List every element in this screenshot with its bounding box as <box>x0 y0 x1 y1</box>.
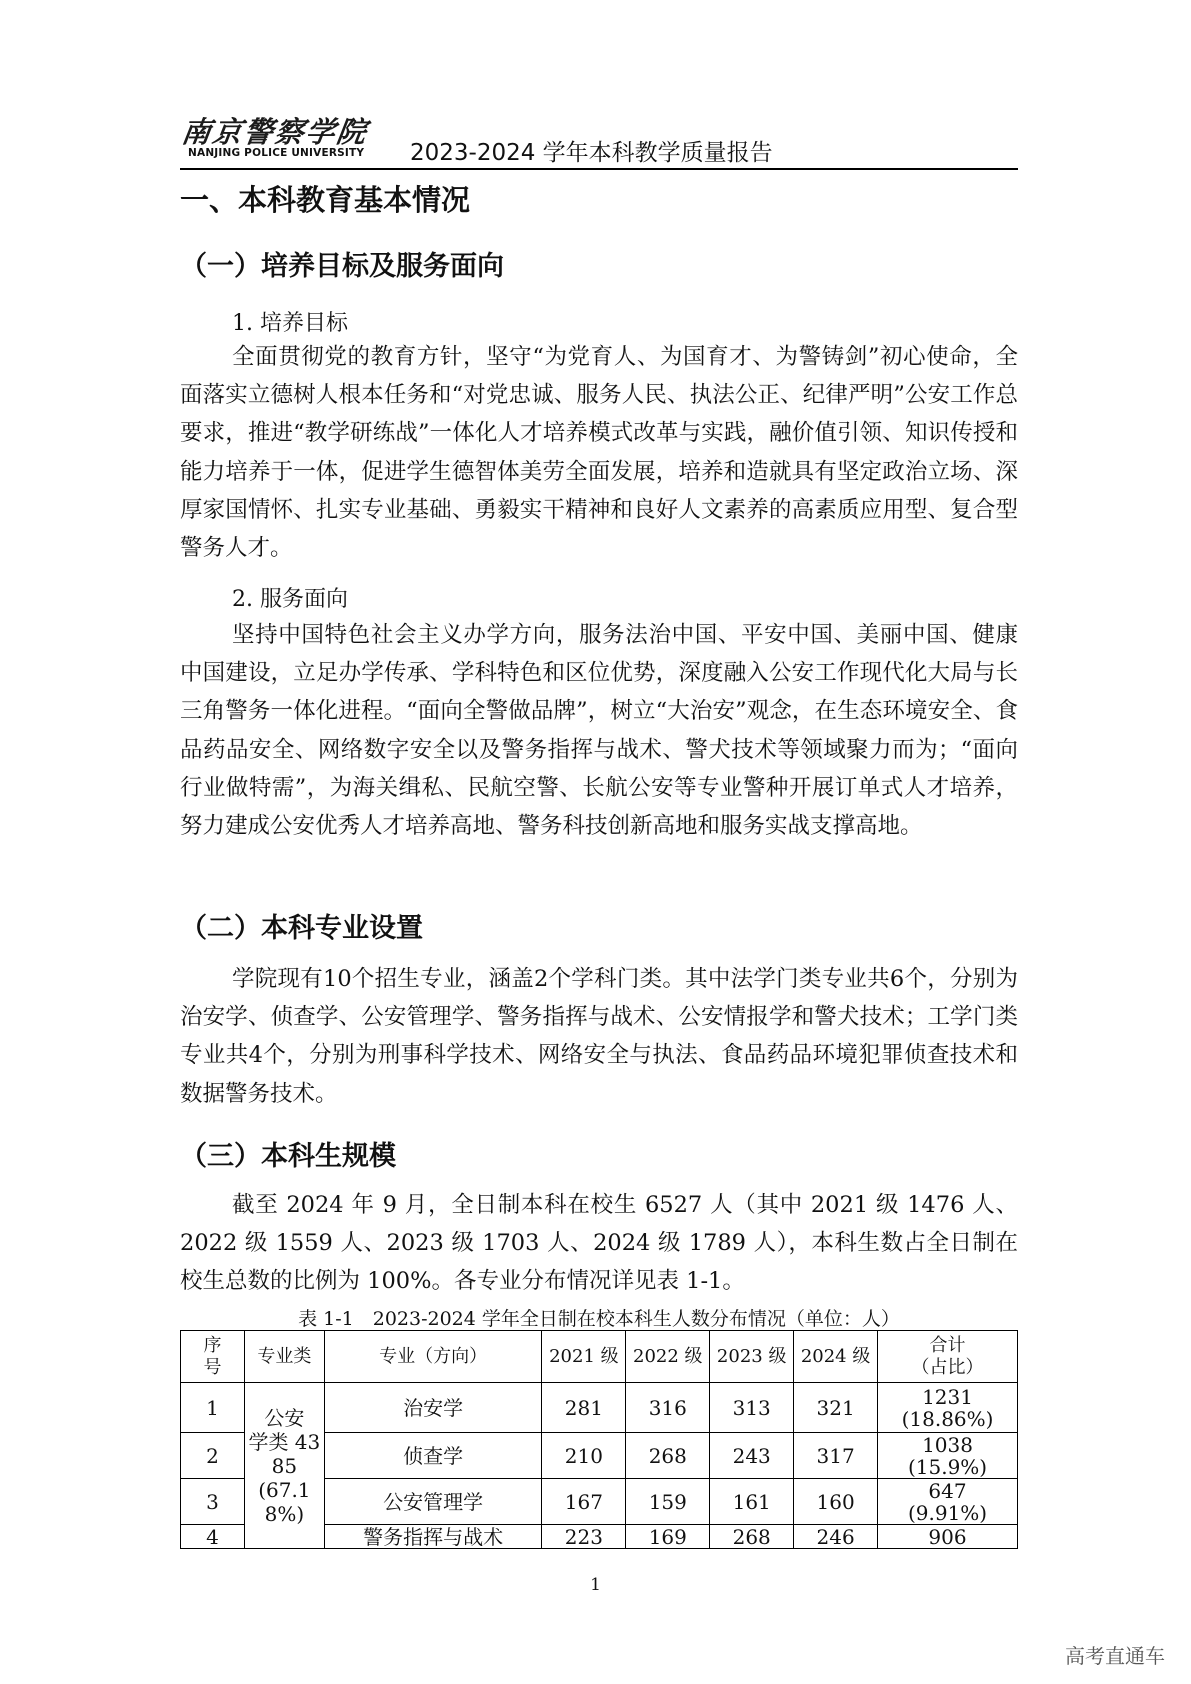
header-2021: 2021 级 <box>542 1331 626 1383</box>
university-logo <box>179 112 371 160</box>
header-2022: 2022 级 <box>626 1331 710 1383</box>
cell-major: 警务指挥与战术 <box>324 1525 542 1549</box>
cell-major: 治安学 <box>324 1383 542 1433</box>
header-major: 专业（方向） <box>324 1331 542 1383</box>
table-row <box>181 1383 1018 1433</box>
paragraph-majors: 学院现有10个招生专业，涵盖2个学科门类。其中法学门类专业共6个，分别为治安学、侦查学、公安管理学、警务指挥与战术、公安情报学和警犬技术；工学门类专业共4个，分别为刑事科学技术、网络安全与执法、食品药品环境犯罪侦查技术和数据警务技术。 <box>180 966 1018 1107</box>
watermark-text: 高考直通车 <box>1065 1644 1165 1668</box>
subsection-title-goals: （一）培养目标及服务面向 <box>180 251 504 282</box>
cell-total: 906 <box>878 1525 1018 1549</box>
report-title: 2023-2024 学年本科教学质量报告 <box>410 140 773 166</box>
cell-2021: 223 <box>542 1525 626 1549</box>
cell-total: 1038 (15.9%) <box>878 1433 1018 1479</box>
cell-seq: 2 <box>181 1433 245 1479</box>
cell-2023: 243 <box>710 1433 794 1479</box>
subsection-title-majors: （二）本科专业设置 <box>180 913 423 944</box>
paragraph-training-goal: 全面贯彻党的教育方针，坚守“为党育人、为国育才、为警铸剑”初心使命，全面落实立德树人根本任务和“对党忠诚、服务人民、执法公正、纪律严明”公安工作总要求，推进“教学研练战”一体化人才培养模式改革与实践，融价值引领、知识传授和能力培养于一体，促进学生德智体美劳全面发展，培养和造就具有坚定政治立场、深厚家国情怀、扎实专业基础、勇毅实干精神和良好人文素养的高素质应用型、复合型警务人才。 <box>180 344 1018 562</box>
subsection-title-scale: （三）本科生规模 <box>180 1141 396 1172</box>
table-caption: 表 1-1 2023-2024 学年全日制在校本科生人数分布情况（单位：人） <box>298 1308 900 1330</box>
cell-2022: 268 <box>626 1433 710 1479</box>
cell-major: 侦查学 <box>324 1433 542 1479</box>
cell-seq: 1 <box>181 1383 245 1433</box>
header-2024: 2024 级 <box>794 1331 878 1383</box>
cell-2022: 316 <box>626 1383 710 1433</box>
item-title-training-goal: 1. 培养目标 <box>232 311 348 336</box>
page-number: 1 <box>590 1575 601 1595</box>
cell-2023: 313 <box>710 1383 794 1433</box>
section-title: 一、本科教育基本情况 <box>180 183 471 217</box>
cell-2023: 161 <box>710 1479 794 1525</box>
cell-seq: 4 <box>181 1525 245 1549</box>
cell-2021: 210 <box>542 1433 626 1479</box>
header-seq: 序 号 <box>181 1331 245 1383</box>
cell-2023: 268 <box>710 1525 794 1549</box>
header-category: 专业类 <box>244 1331 324 1383</box>
cell-2024: 246 <box>794 1525 878 1549</box>
page-header <box>180 112 1018 170</box>
cell-2021: 167 <box>542 1479 626 1525</box>
cell-total: 647 (9.91%) <box>878 1479 1018 1525</box>
logo-english-name: NANJING POLICE UNIVERSITY <box>188 147 365 159</box>
header-total: 合计 （占比） <box>878 1331 1018 1383</box>
cell-seq: 3 <box>181 1479 245 1525</box>
paragraph-service: 坚持中国特色社会主义办学方向，服务法治中国、平安中国、美丽中国、健康中国建设，立足办学传承、学科特色和区位优势，深度融入公安工作现代化大局与长三角警务一体化进程。“面向全警做品牌”，树立“大治安”观念，在生态环境安全、食品药品安全、网络数字安全以及警务指挥与战术、警犬技术等领域聚力而为；“面向行业做特需”，为海关缉私、民航空警、长航公安等专业警种开展订单式人才培养，努力建成公安优秀人才培养高地、警务科技创新高地和服务实战支撑高地。 <box>180 622 1018 840</box>
cell-2024: 321 <box>794 1383 878 1433</box>
cell-2024: 160 <box>794 1479 878 1525</box>
table-header-row <box>181 1331 1018 1383</box>
cell-total: 1231 (18.86%) <box>878 1383 1018 1433</box>
item-title-service: 2. 服务面向 <box>232 587 348 612</box>
header-2023: 2023 级 <box>710 1331 794 1383</box>
enrollment-table <box>180 1330 1018 1549</box>
logo-chinese-name: 南京警察学院 <box>179 115 371 149</box>
cell-major: 公安管理学 <box>324 1479 542 1525</box>
cell-2022: 159 <box>626 1479 710 1525</box>
cell-2022: 169 <box>626 1525 710 1549</box>
cell-2024: 317 <box>794 1433 878 1479</box>
paragraph-scale: 截至 2024 年 9 月，全日制本科在校生 6527 人（其中 2021 级 1476 人、2022 级 1559 人、2023 级 1703 人、2024 级 1789 人），本科生数占全日制在校生总数的比例为 100%。各专业分布情况详见表 1-1。 <box>180 1192 1018 1295</box>
cell-2021: 281 <box>542 1383 626 1433</box>
cell-category: 公安 学类 43 85 (67.1 8%) <box>244 1383 324 1549</box>
